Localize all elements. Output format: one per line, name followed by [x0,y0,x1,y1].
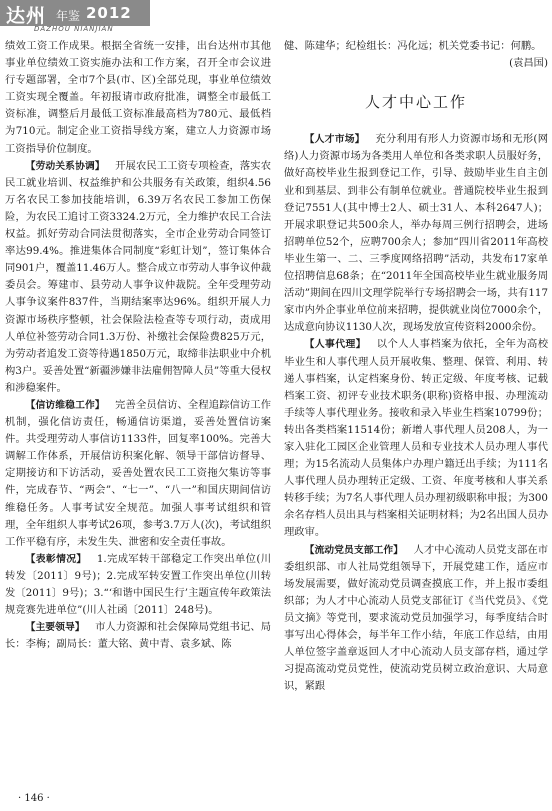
text-personnel-agency: 以个人人事档案为依托，全年为高校毕业生和人事代理人员开展收集、整理、保管、利用、转递人事档案，认定档案身份、转正定级、年度考核、记载档案工资、初评专业技术职务(职称)资格申报、办理流动手续等人事代理业务。接收和录入毕业生档案10799份；转出各类档案11514份；新增人事代理人员208人，为一家入驻化工园区企业管理人员和专业技术人员办理人事代理；为15名流动人员集体户办理户籍迁出手续；为111名人事代理人员办理转正定级、工资、年度考核和人事关系转移手续；为7名人事代理人员办理初级职称申报；为300余名存档人员出具与档案相关证明材料；为2名出国人员办理政审。 [284,338,549,539]
paragraph-party-branch [284,542,548,696]
paragraph-talent-market [284,131,548,336]
yearbook-year: 2012 [86,4,132,22]
paragraph-labor-relations [5,158,271,397]
text-leaders: 市人力资源和社会保障局党组书记、局长：李梅；副局长：董大铭、黄中青、袁多斌、陈 [5,621,272,651]
heading-party-branch: 【流动党员支部工作】 [304,544,404,556]
section-title: 人才中心工作 [364,93,467,112]
page-number: · 146 · [18,793,50,804]
heading-petition: 【信访维稳工作】 [25,399,105,411]
paragraph-awards [5,551,271,619]
left-column [5,38,271,653]
heading-awards: 【表彰情况】 [25,553,87,565]
author-source: (袁昌国) [509,57,548,70]
heading-talent-market: 【人才市场】 [304,134,365,146]
heading-leaders: 【主要领导】 [25,622,85,634]
yearbook-pinyin: DAZHOU NIANJIAN [34,25,114,33]
text-awards: 1.完成军转干部稳定工作突出单位(川转发〔2011〕9号)；2.完成军转安置工作突出单位(川转发〔2011〕9号)；3.“‘和谐中国民生行’主题宣传年政策法规竞赛先进单位”(川人社函〔2011〕248号)。 [5,552,272,617]
text-talent-market: 充分利用有形人力资源市场和无形(网络)人力资源市场为各类用人单位和各类求职人员服好务，做好高校毕业生报到登记工作，引导、鼓励毕业生自主创业和到基层、到非公有制单位就业。普通院校毕业生报到登记7551人(其中博士2人、硕士31人、本科2647人)；开展求职登记共500余人，举办每周三例行招聘会，进场招聘单位52个，应聘700余人；参加“四川省2011年高校毕业生第一、二、三季度网络招聘”活动，共发布17家单位招聘信息68条；在“2011年全国高校毕业生就业服务周活动”期间在四川文理学院举行专场招聘会一场，共有117家市内外企事业单位前来招聘，提供就业岗位7000余个，达成意向协议1130人次，现场发放宣传资料2000余份。 [284,133,548,334]
page-header [0,0,552,34]
paragraph-personnel-agency [284,336,548,541]
paragraph-wage-results: 绩效工资工作成果。根据全省统一安排，出台达州市其他事业单位绩效工资实施办法和工作方案，召开全市会议进行专题部署，全市7个县(市、区)全部兑现，事业单位绩效工资实现全覆盖。年初报请市政府批准，调整全市最低工资标准，调整后月最低工资标准最高档为780元、最低档为710元。制定企业工资指导线方案，建立人力资源市场工资指导价位制度。 [5,40,271,155]
paragraph-leaders [5,619,271,653]
paragraph-petition [5,397,271,551]
text-labor-relations: 开展农民工工资专项检查，落实农民工就业培训、权益维护和公共服务有关政策，组织4.56万名农民工参加技能培训，6.39万名农民工参加工伤保险，为农民工追讨工资3324.2万元，全力维护农民工合法权益。抓好劳动合同法贯彻落实，全市企业劳动合同签订率达99.4%。推进集体合同制度“彩虹计划”，签订集体合同901户，覆盖11.46万人。整合成立市劳动人事争议仲裁委员会。筹建市、县劳动人事争议仲裁院。全年受理劳动人事争议案件837件，当期结案率达96%。组织开展人力资源市场秩序整顿，社会保险法检查等专项行动，责成用人单位补签劳动合同1.3万份、补缴社会保险费825万元，为劳动者追发工资等待遇1850万元，取缔非法职业中介机构3户。妥善处置“新疆涉嫌非法雇佣智障人员”等重大侵权和涉稳案件。 [5,159,272,394]
paragraph-leaders-cont: 健、陈建华；纪检组长：冯化远；机关党委书记：何鹏。 [284,40,542,52]
yearbook-label: 年鉴 [56,9,81,23]
yearbook-city: 达州 [6,5,47,27]
right-column [284,38,548,695]
text-party-branch: 人才中心流动人员党支部在市委组织部、市人社局党组领导下，开展党建工作，适应市场发展需要，做好流动党员调查摸底工作，并上报市委组织部；为人才中心流动人员党支部征订《当代党员》、《党员文摘》等党刊，要求流动党员加强学习，每季度结合时事写出心得体会，每半年工作小结，年底工作总结，由用人单位签字盖章返回人才中心流动人员支部存档，通过学习提高流动党员党性，使流动党员树立政治意识、大局意识，紧跟 [284,543,549,693]
heading-personnel-agency: 【人事代理】 [304,339,366,351]
text-petition: 完善全员信访、全程追踪信访工作机制，强化信访责任，畅通信访渠道，妥善处置信访案件。共受理劳动人事信访1133件，回复率100%。完善大调解工作体系，开展信访积案化解、领导干部信访督导、定期接访和下访活动，妥善处置农民工工资拖欠集访等事件，完成春节、“两会”、“七一”、“八一”和国庆期间信访维稳任务。人事考试安全规范。加强人事考试组织和管理，全年组织人事考试26项，参考3.7万人(次)，考试组织工作平稳有序，未发生失、泄密和安全责任事故。 [5,398,272,548]
heading-labor-relations: 【劳动关系协调】 [25,160,105,172]
